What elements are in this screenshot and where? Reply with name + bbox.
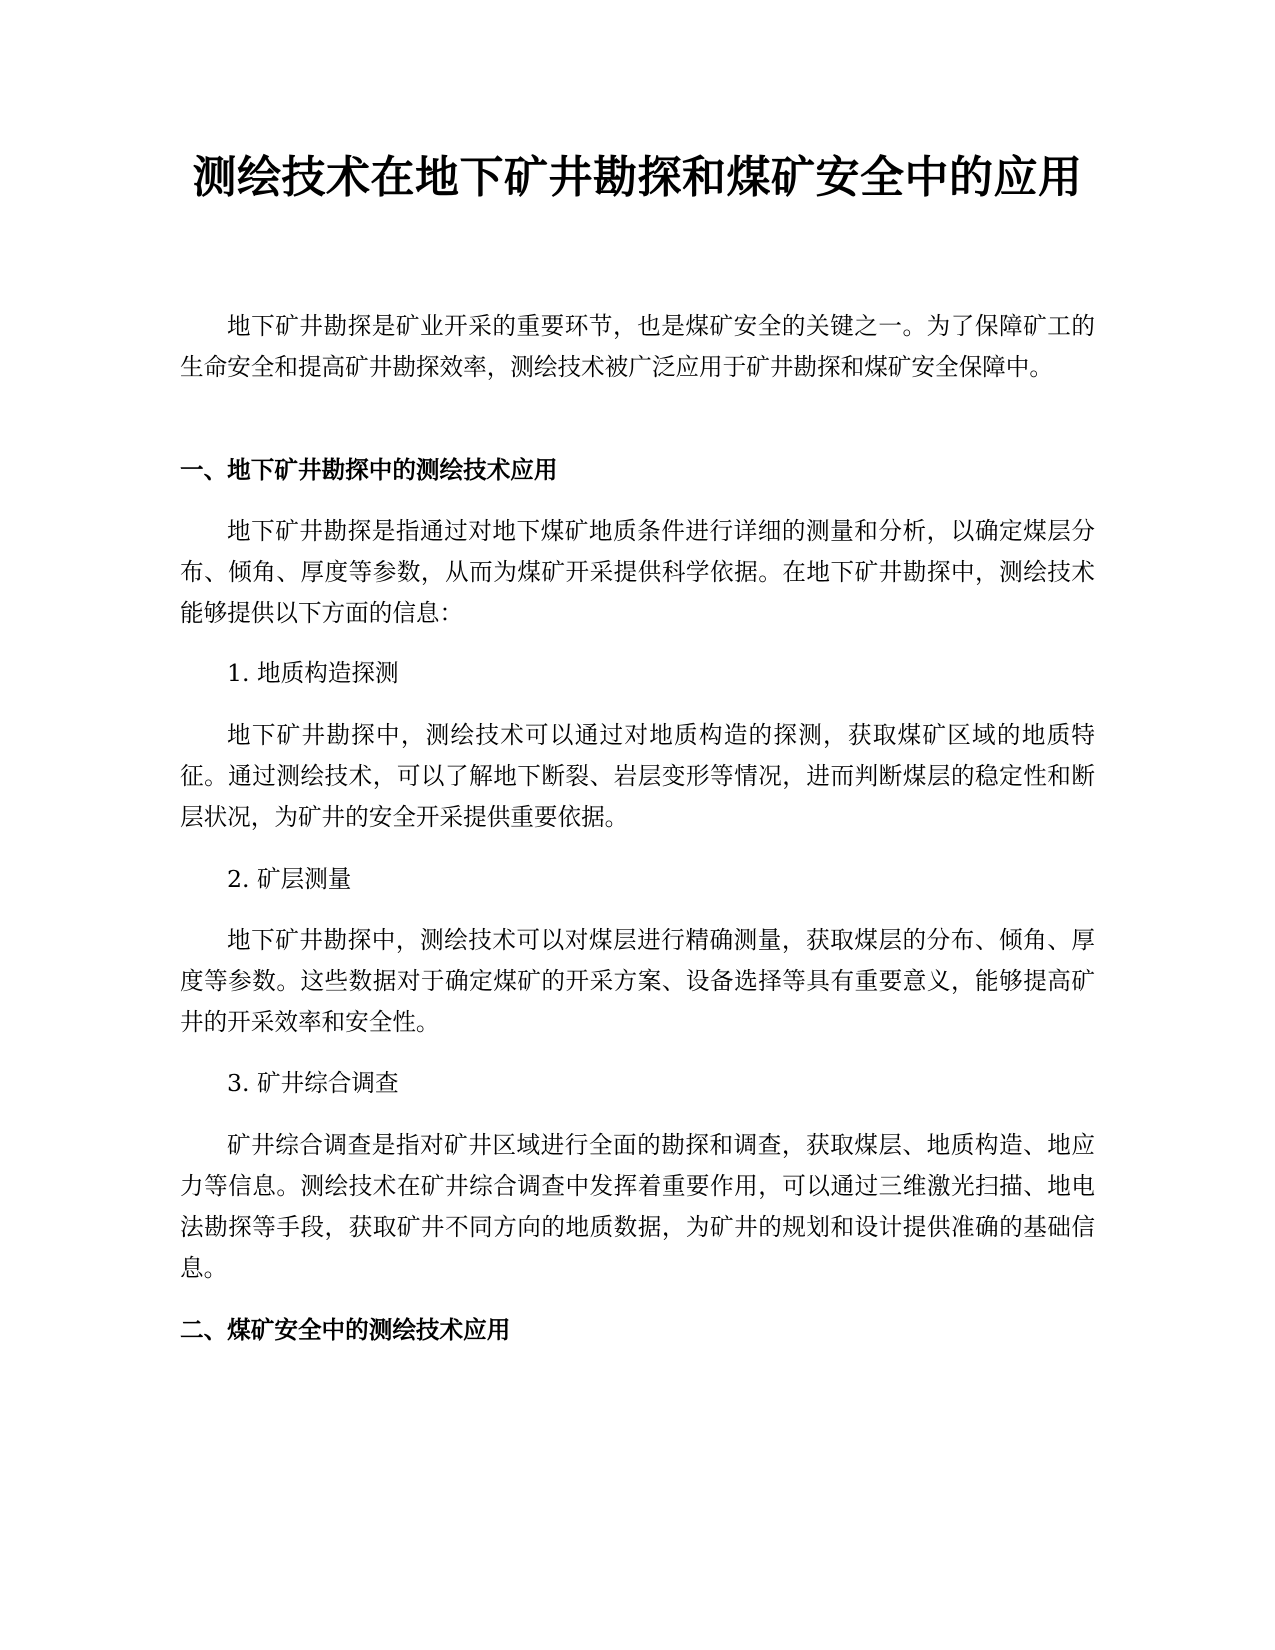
document-title: 测绘技术在地下矿井勘探和煤矿安全中的应用 [192,152,1083,203]
item-1-label: 1. 地质构造探测 [227,659,399,687]
item-2-label: 2. 矿层测量 [227,865,352,893]
section-1-intro-paragraph: 地下矿井勘探是指通过对地下煤矿地质条件进行详细的测量和分析，以确定煤层分布、倾角、厚度等参数，从而为煤矿开采提供科学依据。在地下矿井勘探中，测绘技术能够提供以下方面的信息： [180,517,1095,627]
item-3-paragraph: 矿井综合调查是指对矿井区域进行全面的勘探和调查，获取煤层、地质构造、地应力等信息。测绘技术在矿井综合调查中发挥着重要作用，可以通过三维激光扫描、地电法勘探等手段，获取矿井不同方向的地质数据，为矿井的规划和设计提供准确的基础信息。 [180,1131,1095,1282]
item-3-label: 3. 矿井综合调查 [227,1069,399,1097]
section-1-heading: 一、地下矿井勘探中的测绘技术应用 [180,456,558,484]
intro-paragraph: 地下矿井勘探是矿业开采的重要环节，也是煤矿安全的关键之一。为了保障矿工的生命安全和提高矿井勘探效率，测绘技术被广泛应用于矿井勘探和煤矿安全保障中。 [180,312,1095,381]
item-2-paragraph: 地下矿井勘探中，测绘技术可以对煤层进行精确测量，获取煤层的分布、倾角、厚度等参数。这些数据对于确定煤矿的开采方案、设备选择等具有重要意义，能够提高矿井的开采效率和安全性。 [180,926,1095,1036]
item-1-paragraph: 地下矿井勘探中，测绘技术可以通过对地质构造的探测，获取煤矿区域的地质特征。通过测绘技术，可以了解地下断裂、岩层变形等情况，进而判断煤层的稳定性和断层状况，为矿井的安全开采提供重要依据。 [180,721,1095,831]
section-2-heading: 二、煤矿安全中的测绘技术应用 [180,1316,511,1344]
